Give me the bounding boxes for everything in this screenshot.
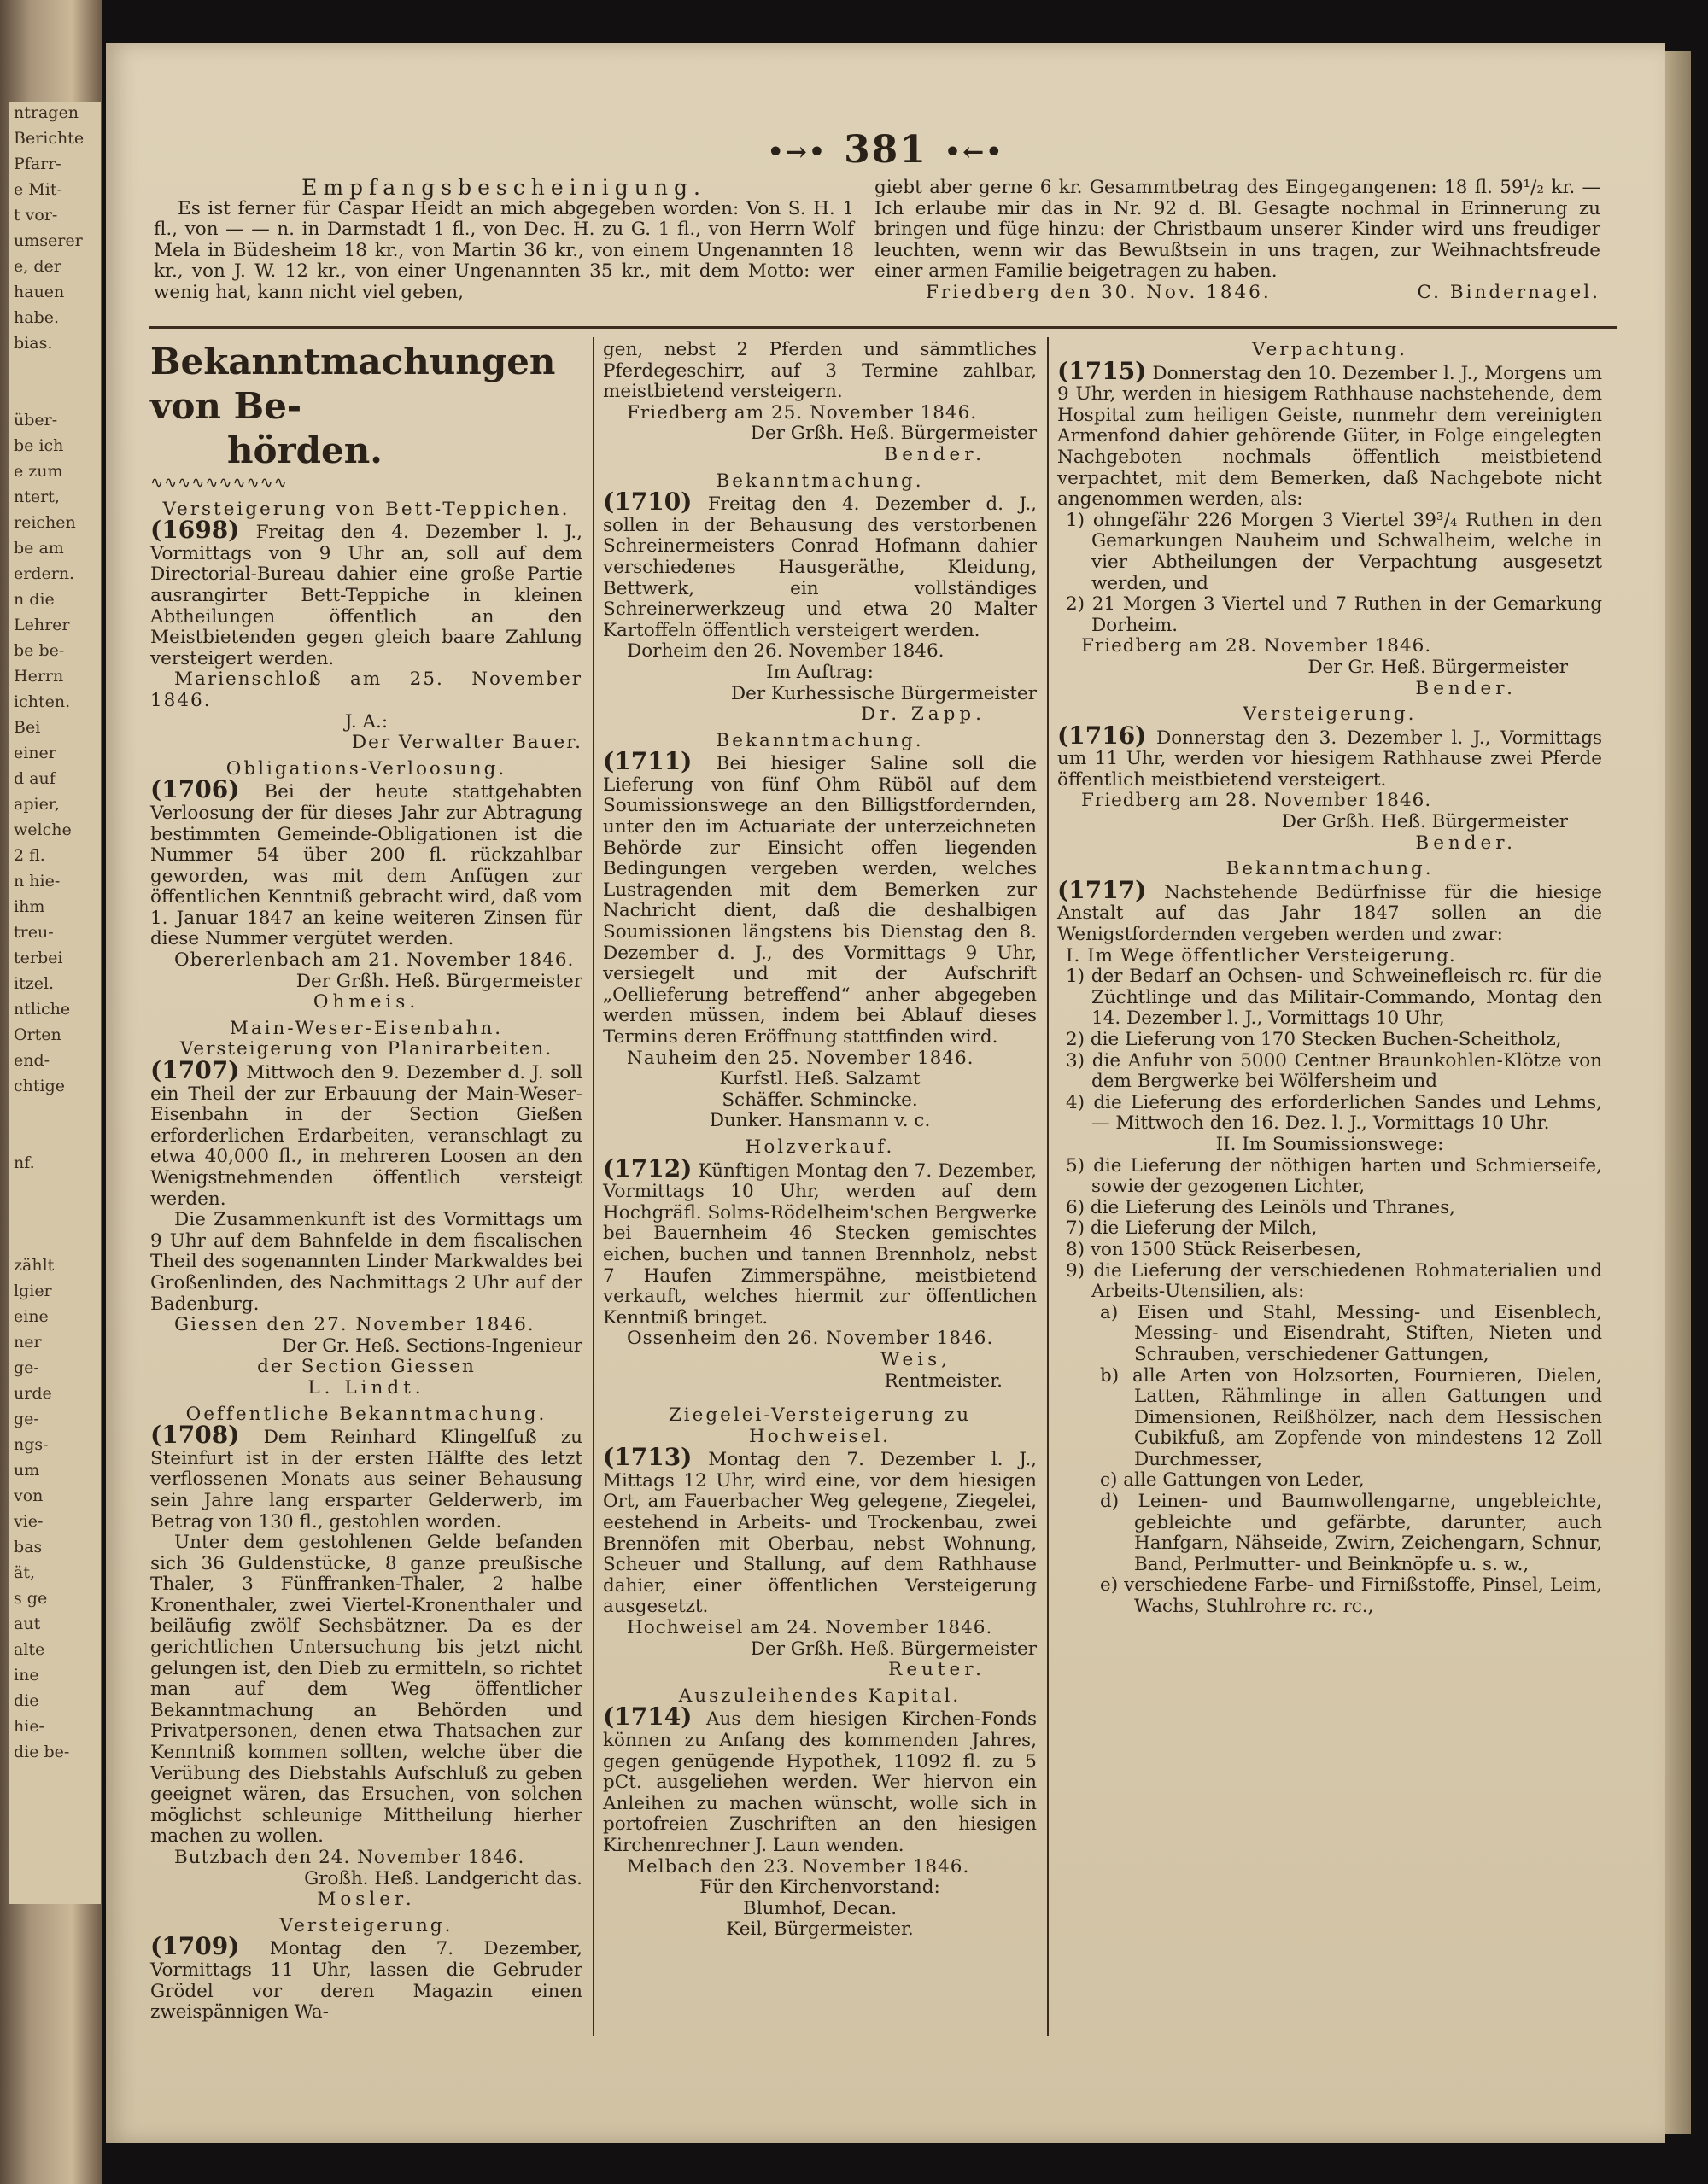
- notice-1714: [603, 1702, 1037, 1856]
- title-flourish-icon: ∿∿∿∿∿∿∿∿∿∿: [150, 474, 288, 492]
- notice-text: Mittwoch den 9. Dezember d. J. soll ein Theil der zur Erbauung der Main-Weser-Eisenbahn in der Section Gießen erforderlichen Erdarbeiten, veranschlagt zu etwa 40,000 fl., in mehreren Loosen an den Wenigstnehmenden öffentlich versteigt werden.: [150, 1062, 582, 1210]
- notice-number: (1708): [150, 1421, 240, 1450]
- notice-text: Freitag den 4. Dezember l. J., Vormittags von 9 Uhr an, soll auf dem Directorial-Bureau dahier eine große Partie ausrangirter Bett-Teppiche in kleinen Abtheilungen öffentlich an den Meistbietenden gegen gleich baare Zahlung versteigert werden.: [150, 522, 582, 669]
- page-number: 381: [844, 128, 927, 172]
- notice-signature: Mosler.: [317, 1889, 416, 1911]
- facing-page-text-fragment: die be-: [14, 1743, 70, 1761]
- facing-page-text-fragment: terbei: [14, 949, 63, 967]
- receipt-right: [874, 178, 1600, 304]
- column-3: [1057, 340, 1602, 1618]
- notice-signature: Rentmeister.: [884, 1369, 1003, 1392]
- list-item: 3) die Anfuhr von 5000 Centner Braunkohlen-Klötze von dem Bergwerke bei Wölfersheim und: [1066, 1049, 1602, 1093]
- notice-1713-heading: Ziegelei-Versteigerung zu Hochweisel.: [668, 1404, 972, 1447]
- facing-page-text-fragment: von: [14, 1486, 44, 1505]
- notice-place: Friedberg am 28. November 1846.: [1081, 790, 1432, 812]
- sub-list-item: e) verschiedene Farbe- und Firnißstoffe, Pinsel, Leim, Wachs, Stuhlrohre rc. rc.,: [1100, 1574, 1602, 1618]
- ornament-right-icon: •←•: [944, 137, 1004, 167]
- notice-place: Nauheim den 25. November 1846.: [627, 1047, 974, 1069]
- facing-page-text-fragment: ge-: [14, 1358, 39, 1377]
- facing-page-text-fragment: d auf: [14, 769, 56, 788]
- list-item: 5) die Lieferung der nöthigen harten und Schmierseife, sowie der gezogenen Lichter,: [1066, 1154, 1602, 1198]
- facing-page-text-fragment: Berichte: [14, 129, 85, 148]
- notice-number: (1706): [150, 775, 240, 804]
- notice-signature: Bender.: [1415, 832, 1517, 854]
- facing-page-text-fragment: 2 fl.: [14, 846, 45, 865]
- facing-page-text-fragment: die: [14, 1691, 39, 1710]
- notice-1710: [603, 488, 1037, 641]
- notice-signature: Im Auftrag:: [766, 661, 874, 683]
- notice-place: Dorheim den 26. November 1846.: [627, 640, 945, 663]
- facing-page-text-fragment: Orten: [14, 1025, 61, 1044]
- notice-signature: Großh. Heß. Landgericht das.: [304, 1867, 582, 1889]
- notice-1712: [603, 1153, 1037, 1329]
- notice-text: Montag den 7. Dezember l. J., Mittags 12 Uhr, wird eine, vor dem hiesigen Ort, am Fauerbacher Weg gelegene, Ziegelei, eestehend in Arbeits- und Trockenbau, zwei Brennöfen mit Oberbau, nebst Wohnung, Scheuer und Stallung, auf dem Rathhause dahier, einer öffentlichen Versteigerung ausgesetzt.: [603, 1449, 1037, 1618]
- list-item: 8) von 1500 Stück Reiserbesen,: [1066, 1238, 1362, 1260]
- notice-place: Ossenheim den 26. November 1846.: [627, 1328, 994, 1350]
- facing-page-text-fragment: ihm: [14, 897, 45, 916]
- page-number-header: [106, 128, 1665, 172]
- notice-signature: Schäffer. Schmincke.: [722, 1089, 918, 1111]
- notice-text: Die Zusammenkunft ist des Vormittags um 9 Uhr auf dem Bahnfelde in dem fiscalischen Theil des sogenannten Linder Markwaldes bei Großenlinden, des Nachmittags 2 Uhr auf der Badenburg.: [150, 1209, 582, 1315]
- ornament-left-icon: •→•: [767, 137, 828, 167]
- facing-page-text-fragment: aut: [14, 1615, 41, 1633]
- list-item: 7) die Lieferung der Milch,: [1066, 1218, 1318, 1240]
- list-item: 2) 21 Morgen 3 Viertel und 7 Ruthen in der Gemarkung Dorheim.: [1066, 593, 1602, 636]
- notice-signature: Der Grßh. Heß. Bürgermeister: [750, 1638, 1037, 1660]
- notice-signature: Für den Kirchenvorstand:: [699, 1877, 940, 1899]
- notice-1715-heading: Verpachtung.: [1252, 339, 1407, 360]
- list-item: 2) die Lieferung von 170 Stecken Buchen-Scheitholz,: [1066, 1029, 1562, 1050]
- facing-page-text-fragment: umserer: [14, 231, 83, 250]
- notice-signature: Reuter.: [888, 1659, 986, 1681]
- receipt-footer: [874, 283, 1600, 304]
- receipt-place-date: Friedberg den 30. Nov. 1846.: [926, 281, 1272, 303]
- facing-page-text-fragment: über-: [14, 411, 58, 429]
- notice-text: Montag den 7. Dezember, Vormittags 11 Uhr, lassen die Gebruder Grödel vor deren Magazin einen zweispännigen Wa-: [150, 1938, 582, 2023]
- notice-signature: der Section Giessen: [257, 1356, 476, 1378]
- notice-number: (1698): [150, 516, 240, 545]
- facing-page-text-fragment: Pfarr-: [14, 155, 61, 173]
- notice-1707-subheading: Versteigerung von Planirarbeiten.: [179, 1038, 553, 1060]
- column-rule-2: [1047, 337, 1049, 2036]
- facing-page-text-fragment: einer: [14, 744, 56, 762]
- facing-page-text-fragment: itzel.: [14, 974, 55, 993]
- sub-list-item: c) alle Gattungen von Leder,: [1100, 1469, 1365, 1492]
- notice-signature: Dunker. Hansmann v. c.: [709, 1110, 931, 1132]
- notice-1709-heading: Versteigerung.: [279, 1914, 453, 1936]
- notice-place: Butzbach den 24. November 1846.: [174, 1847, 525, 1868]
- facing-page-text-fragment: ngs-: [14, 1435, 49, 1454]
- facing-page-text-fragment: be ich: [14, 436, 64, 455]
- receipt-text-right: giebt aber gerne 6 kr. Gesammtbetrag des Eingegangenen: 18 fl. 59¹/₂ kr. — Ich erlaube mir das in Nr. 92 d. Bl. Gesagte nochmal in Erinnerung zu bringen und füge hinzu: der Christbaum unserer Kinder wird uns freudiger leuchten, wenn wir das Bewußtsein in uns tragen, zur Weihnachtsfreude einer armen Familie beigetragen zu haben.: [874, 177, 1600, 283]
- facing-page-text-fragment: urde: [14, 1384, 52, 1403]
- notice-signature: L. Lindt.: [307, 1376, 425, 1399]
- notice-1717: [1057, 875, 1602, 946]
- notice-1713: [603, 1443, 1037, 1618]
- facing-page-text-fragment: be be-: [14, 641, 65, 660]
- list-heading: I. Im Wege öffentlicher Versteigerung.: [1066, 944, 1456, 966]
- notice-1707-heading: Main-Weser-Eisenbahn.: [229, 1017, 504, 1039]
- notice-signature: Der Gr. Heß. Sections-Ingenieur: [282, 1334, 582, 1357]
- facing-page-text-fragment: um: [14, 1461, 40, 1480]
- sub-list-item: a) Eisen und Stahl, Messing- und Eisenblech, Messing- und Eisendraht, Stiften, Nieten und Schrauben, verschiedener Gattungen,: [1100, 1301, 1602, 1365]
- facing-page-text-fragment: Lehrer: [14, 616, 70, 634]
- notice-place: Hochweisel am 24. November 1846.: [627, 1617, 993, 1639]
- notice-signature: Der Verwalter Bauer.: [351, 732, 582, 754]
- notice-1712-heading: Holzverkauf.: [745, 1136, 895, 1158]
- receipt-left: [154, 175, 854, 304]
- notice-place: Marienschloß am 25. November 1846.: [150, 669, 582, 711]
- notice-signature: Bender.: [884, 443, 986, 465]
- column-rule-1: [593, 337, 594, 2036]
- notice-signature: J. A.:: [344, 710, 389, 733]
- notice-place: Friedberg am 28. November 1846.: [1081, 635, 1432, 657]
- notice-number: (1713): [603, 1443, 693, 1472]
- facing-page-text-fragment: chtige: [14, 1077, 65, 1095]
- notice-number: (1711): [603, 747, 693, 776]
- notice-signature: Dr. Zapp.: [861, 704, 986, 726]
- facing-page-text-fragment: treu-: [14, 923, 54, 942]
- notice-1710-heading: Bekanntmachung.: [716, 470, 924, 492]
- notice-text: Nachstehende Bedürfnisse für die hiesige Anstalt auf das Jahr 1847 sollen an die Wenigstfordernden vergeben werden und zwar:: [1057, 881, 1602, 946]
- notice-place: Giessen den 27. November 1846.: [174, 1314, 535, 1336]
- sub-list-item: b) alle Arten von Holzsorten, Fournieren, Dielen, Latten, Rähmlinge in allen Gattungen und Dimensionen, Reißhölzer, nach dem Hessischen Cubikfuß, am Zopfende von mindestens 12 Zoll Durchmesser,: [1100, 1364, 1602, 1470]
- facing-page-text-fragment: ät,: [14, 1563, 36, 1582]
- facing-page-text-fragment: be am: [14, 539, 64, 558]
- section-title-line2: hörden.: [227, 429, 383, 471]
- notice-signature: Kurfstl. Heß. Salzamt: [719, 1068, 921, 1090]
- notice-text: Bei der heute stattgehabten Verloosung der für dieses Jahr zur Abtragung bestimmten Gemeinde-Obligationen ist die Nummer 54 über 200 fl. rückzahlbar geworden, was mit dem Anfügen zur öffentlichen Kenntniß gebracht wird, daß vom 1. Januar 1847 an keine weiteren Zinsen für diese Nummer vergütet werden.: [150, 781, 582, 950]
- notice-signature: Der Gr. Heß. Bürgermeister: [1307, 656, 1568, 678]
- list-item: 9) die Lieferung der verschiedenen Rohmaterialien und Arbeits-Utensilien, als:: [1066, 1259, 1602, 1303]
- facing-page-text-fragment: nf.: [14, 1153, 35, 1172]
- facing-page-text-fragment: lgier: [14, 1282, 52, 1300]
- notice-1706-heading: Obligations-Verloosung.: [225, 757, 507, 780]
- notice-text: Freitag den 4. Dezember d. J., sollen in der Behausung des verstorbenen Schreinermeisters Conrad Hofmann dahier verschiedenes Hausgeräthe, Kleidung, Bettwerk, ein vollständiges Schreinerwerkzeug und etwa 20 Malter Kartoffeln öffentlich versteigert werden.: [603, 493, 1037, 641]
- notice-1707: [150, 1056, 582, 1210]
- facing-page-text-fragment: vie-: [14, 1512, 44, 1531]
- notice-place: Friedberg am 25. November 1846.: [627, 401, 978, 423]
- notice-text: Donnerstag den 3. Dezember l. J., Vormittags um 11 Uhr, werden vor hiesigem Rathhause zwei Pferde öffentlich meistbietend versteigert.: [1057, 727, 1602, 791]
- facing-page-text-fragment: n hie-: [14, 872, 61, 891]
- facing-page-text-fragment: s ge: [14, 1589, 48, 1608]
- column-2: [603, 340, 1037, 1941]
- notice-number: (1712): [603, 1153, 693, 1183]
- notice-place: Obererlenbach am 21. November 1846.: [174, 949, 575, 972]
- notice-1708: [150, 1421, 582, 1533]
- receipt-title: Empfangsbescheinigung.: [301, 175, 706, 200]
- facing-page-text-fragment: bas: [14, 1538, 43, 1556]
- facing-page-text-fragment: ntliche: [14, 1000, 71, 1019]
- header-rule: [149, 326, 1617, 329]
- notice-signature: Der Kurhessische Bürgermeister: [730, 682, 1037, 704]
- column-1: [150, 340, 582, 2023]
- notice-1717-heading: Bekanntmachung.: [1225, 858, 1434, 880]
- notice-1716-heading: Versteigerung.: [1243, 704, 1417, 726]
- facing-page-text-fragment: ine: [14, 1666, 39, 1685]
- notice-text: Unter dem gestohlenen Gelde befanden sich 36 Guldenstücke, 8 ganze preußische Thaler, 3 Fünffranken-Thaler, 2 halbe Kronenthaler, zwei Viertel-Kronenthaler und beiläufig zwölf Sechsbätzner. Da es der gerichtlichen Untersuchung bis jetzt nicht gelungen ist, den Dieb zu ermitteln, so richtet man auf dem Weg öffentlicher Bekanntmachung an Behörden und Privatpersonen, denen etwa Thatsachen zur Kenntniß kommen sollten, welche über die Verübung des Diebstahls Aufschluß zu geben geeignet wären, das Ersuchen, von solchen möglichst schleunige Mittheilung hierher machen zu wollen.: [150, 1532, 582, 1848]
- facing-page-text-fragment: hie-: [14, 1717, 44, 1736]
- list-item: 1) der Bedarf an Ochsen- und Schweinefleisch rc. für die Züchtlinge und das Militair-Commando, Montag den 14. Dezember l. J., Vormittags 10 Uhr,: [1066, 966, 1602, 1030]
- notice-text: Donnerstag den 10. Dezember l. J., Morgens um 9 Uhr, werden in hiesigem Rathhause nachstehende, dem Hospital zum heiligen Geiste, nunmehr dem vereinigten Armenfond dahier gehörende Güter, in Folge eingelegten Nachgeboten nochmals öffentlich meistbietend verpachtet, mit dem Bemerken, daß Nachgebote nicht angenommen werden, als:: [1057, 362, 1602, 511]
- page-edge: [1665, 51, 1691, 2134]
- receipt-text-left: Es ist ferner für Caspar Heidt an mich abgegeben worden: Von S. H. 1 fl., von — — n. in Darmstadt 1 fl., von Dec. H. zu G. 1 fl., von Herrn Wolf Mela in Büdesheim 18 kr., von Martin 36 kr., von einem Ungenannten 18 kr., von J. W. 12 kr., von einer Ungenannten 35 kr., mit dem Motto: wer wenig hat, kann nicht viel geben,: [154, 197, 854, 303]
- facing-page-text-fragment: Herrn: [14, 667, 64, 686]
- facing-page-text-fragment: hauen: [14, 283, 65, 301]
- newspaper-page: [106, 43, 1665, 2143]
- notice-text: Dem Reinhard Klingelfuß zu Steinfurt ist in der ersten Hälfte des letzt verflossenen Monats aus seiner Behausung sein Jahre lang ersparter Gelderwerb, im Betrag von 130 fl., gestohlen worden.: [150, 1427, 582, 1533]
- notice-text: Aus dem hiesigen Kirchen-Fonds können zu Anfang des kommenden Jahres, gegen genügende Hypothek, 11092 fl. zu 5 pCt. ausgeliehen werden. Wer hiervon ein Anleihen zu machen wünscht, wolle sich in portofreien Zuschriften an den hiesigen Kirchenrechner J. Laun wenden.: [603, 1708, 1037, 1856]
- notice-signature: Der Grßh. Heß. Bürgermeister: [295, 970, 582, 992]
- facing-page-text-fragment: erdern.: [14, 564, 75, 583]
- notice-signature: Der Grßh. Heß. Bürgermeister: [750, 423, 1037, 445]
- notice-signature: Keil, Bürgermeister.: [726, 1918, 914, 1941]
- notice-1698-heading: Versteigerung von Bett-Teppichen.: [162, 498, 570, 520]
- list-item: 4) die Lieferung des erforderlichen Sandes und Lehms, — Mittwoch den 16. Dez. l. J., Vormittags 10 Uhr.: [1066, 1091, 1602, 1135]
- facing-page-text-fragment: ichten.: [14, 692, 71, 711]
- notice-1711: [603, 747, 1037, 1048]
- facing-page-text-fragment: eine: [14, 1307, 49, 1326]
- notice-number: (1709): [150, 1932, 240, 1961]
- list-item: 1) ohngefähr 226 Morgen 3 Viertel 39³/₄ Ruthen in den Gemarkungen Nauheim und Schwalheim, welche in vier Abtheilungen der Verpachtung ausgesetzt werden, und: [1066, 509, 1602, 594]
- facing-page-text-fragment: bias.: [14, 334, 53, 353]
- facing-page-text-fragment: alte: [14, 1640, 45, 1659]
- notice-1709: [150, 1932, 582, 2023]
- notice-1711-heading: Bekanntmachung.: [716, 729, 924, 751]
- notice-1706: [150, 775, 582, 950]
- notice-number: (1717): [1057, 875, 1147, 904]
- facing-page-text-fragment: reichen: [14, 513, 76, 532]
- facing-page-text-fragment: ge-: [14, 1410, 39, 1428]
- list-item: 6) die Lieferung des Leinöls und Thranes,: [1066, 1196, 1456, 1218]
- notice-place: Melbach den 23. November 1846.: [627, 1855, 970, 1877]
- notice-1716: [1057, 721, 1602, 791]
- notice-1715: [1057, 356, 1602, 511]
- list-heading: II. Im Soumissionswege:: [1215, 1133, 1444, 1155]
- notice-signature: Blumhof, Decan.: [742, 1897, 898, 1919]
- notice-signature: Bender.: [1415, 677, 1517, 699]
- notice-signature: Der Grßh. Heß. Bürgermeister: [1281, 811, 1568, 833]
- facing-page-text-fragment: ntert,: [14, 488, 60, 506]
- notice-number: (1715): [1057, 356, 1147, 385]
- facing-page-text-fragment: apier,: [14, 795, 60, 814]
- facing-page-text-fragment: zählt: [14, 1256, 55, 1275]
- notice-text: Künftigen Montag den 7. Dezember, Vormittags 10 Uhr, werden auf dem Hochgräfl. Solms-Rödelheim'schen Bergwerke bei Bauernheim 46 Stecken gemischtes eichen, buchen und tannen Brennholz, nebst 7 Haufen Zimmerspähne, meistbietend verkauft, welches hiermit zur öffentlichen Kenntniß bringet.: [603, 1159, 1037, 1329]
- notice-number: (1707): [150, 1056, 240, 1085]
- notice-1698: [150, 516, 582, 669]
- sub-list-item: d) Leinen- und Baumwollengarne, ungebleichte, gebleichte und gefärbte, darunter, auch Hanfgarn, Nähseide, Zwirn, Zeichengarn, Schnur, Band, Perlmutter- und Beinknöpfe u. s. w.,: [1100, 1491, 1602, 1575]
- facing-page-text-fragment: habe.: [14, 308, 60, 327]
- notice-number: (1714): [603, 1702, 693, 1731]
- notice-signature: Weis,: [880, 1348, 951, 1370]
- facing-page-text-fragment: e Mit-: [14, 180, 62, 199]
- notice-signature: Ohmeis.: [313, 991, 420, 1013]
- facing-page-text-fragment: Bei: [14, 718, 41, 737]
- receipt-signature: C. Bindernagel.: [1417, 281, 1600, 303]
- notice-text: Bei hiesiger Saline soll die Lieferung von fünf Ohm Rüböl auf dem Soumissionswege an den Billigstfordernden, unter den im Actuariate der unterzeichneten Behörde zur Einsicht offen liegenden Bedingungen vergeben werden, welches Lustragenden mit dem Bemerken zur Nachricht dient, daß die deshalbigen Soumissionen längstens bis Dienstag den 8. Dezember d. J., des Vormittags 9 Uhr, versiegelt und mit der Aufschrift „Oellieferung betreffend“ anher abgegeben werden müssen, indem bei Ablauf dieses Termins deren Eröffnung stattfinden wird.: [603, 753, 1037, 1048]
- facing-page-text-fragment: n die: [14, 590, 55, 609]
- facing-page-text-fragment: ner: [14, 1333, 42, 1352]
- section-title-line1: Bekanntmachungen von Be-: [150, 341, 556, 427]
- notice-1708-heading: Oeffentliche Bekanntmachung.: [185, 1403, 547, 1425]
- notice-1709-continued: gen, nebst 2 Pferden und sämmtliches Pferdegeschirr, auf 3 Termine zahlbar, meistbietend versteigern.: [603, 339, 1037, 403]
- facing-page-text-fragment: welche: [14, 820, 72, 839]
- facing-page-text-fragment: t vor-: [14, 206, 58, 225]
- facing-page-text-fragment: ntragen: [14, 103, 79, 122]
- notice-number: (1716): [1057, 721, 1147, 750]
- notice-number: (1710): [603, 488, 693, 517]
- facing-page-text-fragment: e, der: [14, 257, 61, 276]
- notice-1714-heading: Auszuleihendes Kapital.: [678, 1685, 962, 1707]
- facing-page-fragment: [9, 102, 101, 1904]
- facing-page-text-fragment: e zum: [14, 462, 63, 481]
- facing-page-text-fragment: end-: [14, 1051, 50, 1070]
